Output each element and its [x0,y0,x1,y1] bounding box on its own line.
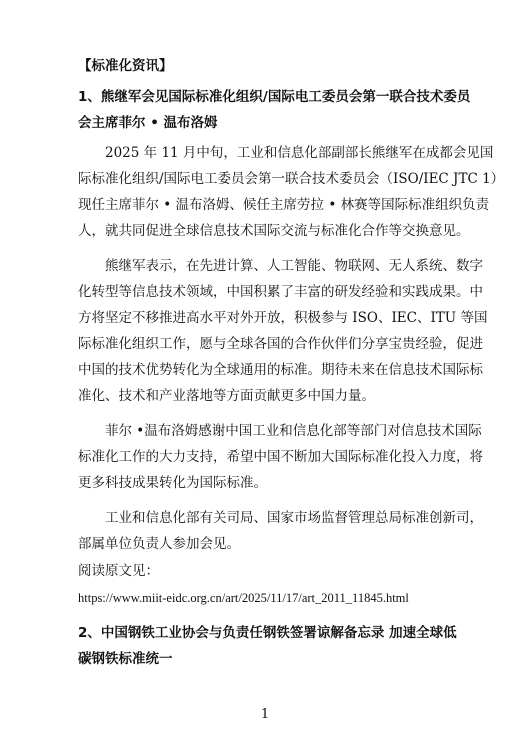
article-1-paragraph-3 [78,418,483,496]
read-more-label: 阅读原文见： [78,563,159,579]
paragraph-line: 准化、技术和产业落地等方面贡献更多中国力量。 [78,388,375,404]
paragraph-line: 更多科技成果转化为国际标准。 [78,475,267,491]
paragraph-line: 现任主席菲尔 • 温布洛姆、候任主席劳拉 • 林赛等国际标准组织负责 [78,197,490,213]
paragraph-line: 方将坚定不移推进高水平对外开放，积极参与 ISO、IEC、ITU 等国 [78,310,488,326]
article-2-title-line: 碳钢铁标准统一 [78,651,173,667]
paragraph-line: 人，就共同促进全球信息技术国际交流与标准化合作等交换意见。 [78,223,470,239]
paragraph-line: 际标准化组织/国际电工委员会第一联合技术委员会（ISO/IEC JTC 1） [78,171,505,187]
article-1-paragraph-4 [78,505,483,557]
article-2-title [78,620,457,672]
paragraph-line: 2025 年 11 月中旬，工业和信息化部副部长熊继军在成都会见国 [105,145,494,161]
page-number: 1 [260,707,270,722]
article-1-paragraph-1 [78,140,504,244]
article-1-title [78,84,470,136]
article-2-title-line: 2、中国钢铁工业协会与负责任钢铁签署谅解备忘录 加速全球低 [78,625,457,641]
paragraph-line: 中国的技术优势转化为全球通用的标准。期待未来在信息技术国际标 [78,362,483,378]
paragraph-line: 菲尔 •温布洛姆感谢中国工业和信息化部等部门对信息技术国际 [105,423,482,439]
paragraph-line: 标准化工作的大力支持，希望中国不断加大国际标准化投入力度，将 [78,449,483,465]
paragraph-line: 工业和信息化部有关司局、国家市场监督管理总局标准创新司， [105,510,483,526]
read-more-link[interactable]: https://www.miit-eidc.org.cn/art/2025/11/17/art_2011_11845.html [78,591,409,605]
article-1-title-line: 1、熊继军会见国际标准化组织/国际电工委员会第一联合技术委员 [78,89,471,105]
article-1-paragraph-2 [78,253,487,409]
paragraph-line: 际标准化组织工作，愿与全球各国的合作伙伴们分享宝贵经验，促进 [78,336,483,352]
article-1-title-line: 会主席菲尔 • 温布洛姆 [78,115,218,131]
section-tag: 【标准化资讯】 [78,58,173,74]
paragraph-line: 化转型等信息技术领域，中国积累了丰富的研发经验和实践成果。中 [78,284,483,300]
paragraph-line: 部属单位负责人参加会见。 [78,536,240,552]
paragraph-line: 熊继军表示，在先进计算、人工智能、物联网、无人系统、数字 [105,258,483,274]
